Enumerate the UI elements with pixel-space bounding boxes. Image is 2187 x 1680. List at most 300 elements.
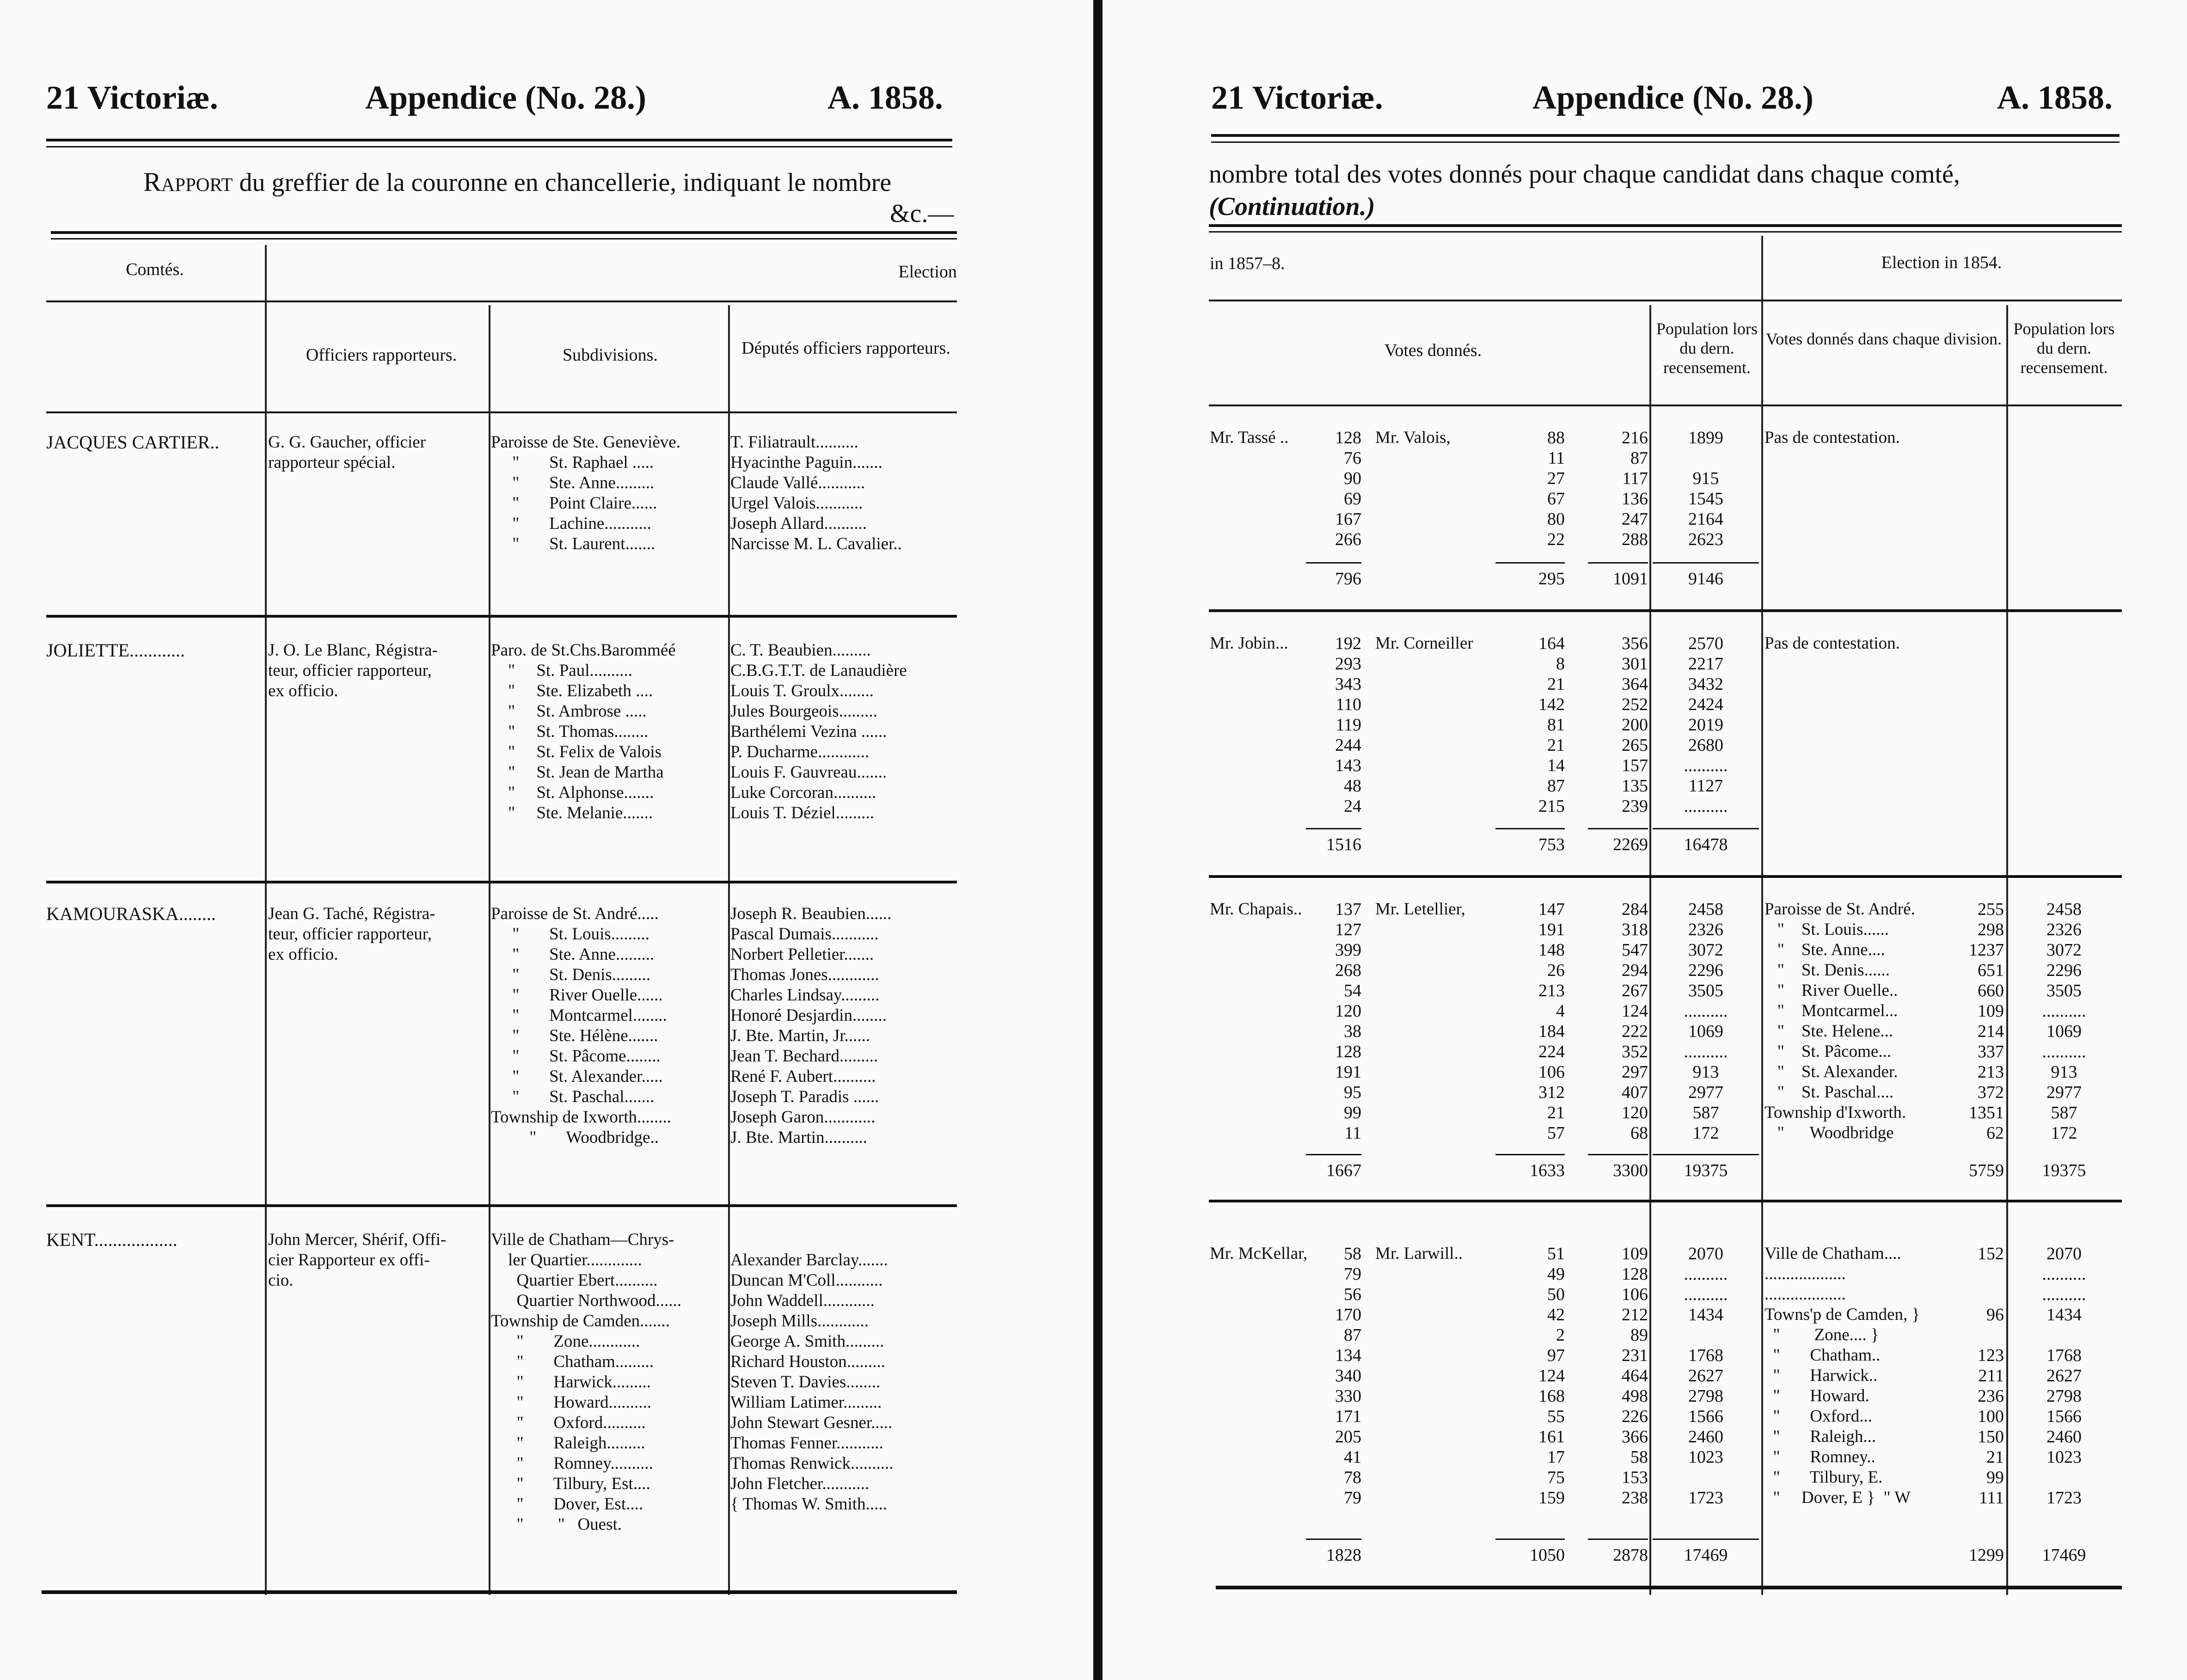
candidate-2: Mr. Letellier,	[1375, 900, 1465, 919]
population: 172	[1692, 1123, 1719, 1143]
total-votes: 288	[1622, 530, 1648, 549]
col-in: in 1857–8.	[1210, 254, 1285, 273]
division-votes: 214	[1978, 1022, 2004, 1041]
total-votes: 366	[1622, 1427, 1648, 1447]
vrule-3	[2006, 305, 2008, 1595]
division-population: 1768	[2046, 1346, 2082, 1365]
division-population: 1723	[2046, 1488, 2082, 1508]
deputy-item: Thomas Jones............	[730, 965, 879, 984]
header-mid-rule	[46, 300, 957, 302]
header-rule	[46, 139, 952, 141]
population: 2680	[1688, 736, 1723, 755]
total-votes: 364	[1622, 674, 1648, 694]
division-name: Ville de Chatham....	[1764, 1244, 1901, 1263]
total-votes: 356	[1622, 634, 1648, 653]
division-name: " Ste. Helene...	[1764, 1022, 1893, 1041]
votes-candidate-2: 4	[1556, 1001, 1565, 1021]
votes-candidate-2: 215	[1538, 797, 1565, 816]
total-votes: 284	[1622, 900, 1648, 919]
deputy-item: Thomas Renwick..........	[730, 1454, 894, 1473]
population: 1023	[1688, 1447, 1723, 1467]
total-votes: 58	[1630, 1447, 1648, 1467]
population: 3505	[1688, 981, 1723, 1000]
votes-candidate-2: 55	[1547, 1407, 1565, 1426]
deputy-item: { Thomas W. Smith.....	[730, 1495, 887, 1514]
deputy-item: Duncan M'Coll...........	[730, 1271, 883, 1290]
table-bottom-rule	[42, 1590, 957, 1594]
sum-division-population: 19375	[2042, 1161, 2086, 1180]
header-bottom-rule	[46, 411, 957, 413]
division-votes: 255	[1978, 900, 2004, 919]
deputy-item: Joseph R. Beaubien......	[730, 904, 892, 923]
division-name: Towns'p de Camden, }	[1764, 1305, 1920, 1324]
subdivision-item: " Point Claire......	[491, 494, 657, 513]
subdivision-item: " Woodbridge..	[491, 1128, 659, 1147]
total-votes: 89	[1630, 1325, 1648, 1345]
population: 915	[1692, 469, 1719, 488]
votes-candidate-2: 147	[1538, 900, 1565, 919]
population: 2070	[1688, 1244, 1723, 1263]
subdivision-item: " Ste. Hélène.......	[491, 1026, 658, 1045]
population: ..........	[1684, 1264, 1728, 1284]
votes-candidate-2: 88	[1547, 428, 1565, 448]
deputy-item: Louis F. Gauvreau.......	[730, 763, 887, 782]
col-population: Population lors du dern. recensement.	[1656, 319, 1758, 377]
population: 2296	[1688, 961, 1723, 980]
page-title-line2: &c.—	[890, 199, 954, 228]
division-population: 3505	[2046, 981, 2082, 1000]
candidate-1: Mr. Jobin...	[1210, 634, 1288, 653]
deputy-item: J. Bte. Martin..........	[730, 1128, 867, 1147]
division-name: " Romney..	[1764, 1447, 1875, 1466]
header-rule-thin	[1211, 141, 2120, 143]
votes-candidate-1: 120	[1335, 1001, 1361, 1021]
division-votes: 100	[1978, 1407, 2004, 1426]
subdivision-item: " Zone............	[491, 1332, 640, 1351]
division-population: ..........	[2042, 1285, 2086, 1304]
division-votes: 651	[1978, 961, 2004, 980]
division-population: ..........	[2042, 1042, 2086, 1061]
deputy-item: C. T. Beaubien.........	[730, 641, 871, 660]
section-rule-2	[1209, 875, 2122, 878]
division-population: 913	[2051, 1062, 2077, 1082]
total-votes: 222	[1622, 1022, 1648, 1041]
population: 2164	[1688, 509, 1723, 529]
total-votes: 498	[1622, 1386, 1648, 1406]
division-name: " Woodbridge	[1764, 1123, 1894, 1142]
total-votes: 124	[1622, 1001, 1648, 1021]
votes-candidate-1: 143	[1335, 756, 1361, 775]
votes-candidate-2: 14	[1547, 756, 1565, 775]
col-election-1854: Election in 1854.	[1881, 253, 2002, 272]
votes-candidate-1: 170	[1335, 1305, 1361, 1324]
division-population: 2296	[2046, 961, 2082, 980]
subdivision-item: " St. Laurent.......	[491, 534, 655, 553]
col-comtes: Comtés.	[126, 260, 184, 279]
subdivision-item: " River Ouelle......	[491, 986, 663, 1005]
subdivision-item: Paroisse de Ste. Geneviève.	[491, 433, 680, 452]
subdivision-item: " Lachine...........	[491, 514, 652, 533]
votes-candidate-1: 128	[1335, 1042, 1361, 1061]
subdivision-item: Ville de Chatham—Chrys-	[491, 1230, 674, 1249]
votes-candidate-1: 41	[1344, 1447, 1361, 1467]
subdivision-item: " Ste. Elizabeth ....	[491, 681, 653, 700]
votes-candidate-2: 106	[1538, 1062, 1565, 1082]
sum-votes-2: 295	[1538, 569, 1565, 589]
division-name: Township d'Ixworth.	[1764, 1103, 1906, 1122]
total-votes: 200	[1622, 715, 1648, 735]
candidate-2: Mr. Larwill..	[1375, 1244, 1463, 1263]
sum-division-votes: 5759	[1969, 1161, 2004, 1180]
subdivision-item: ler Quartier.............	[491, 1251, 642, 1269]
votes-candidate-1: 38	[1344, 1022, 1361, 1041]
division-population: 2798	[2046, 1386, 2082, 1406]
subdivision-item: " St. Denis.........	[491, 965, 651, 984]
sum-population: 19375	[1684, 1161, 1728, 1180]
deputy-item: Louis T. Déziel.........	[730, 803, 875, 822]
division-name: ...................	[1764, 1264, 1846, 1283]
subdivision-item: Quartier Ebert..........	[491, 1271, 658, 1290]
votes-candidate-2: 87	[1547, 776, 1565, 796]
total-votes: 109	[1622, 1244, 1648, 1263]
deputy-item: Barthélemi Vezina ......	[730, 722, 887, 741]
deputy-item: Norbert Pelletier.......	[730, 945, 874, 964]
population: ..........	[1684, 1285, 1728, 1304]
total-votes: 226	[1622, 1407, 1648, 1426]
deputy-item: Joseph T. Paradis ......	[730, 1087, 879, 1106]
header-left: 21 Victoriæ.	[1211, 79, 1383, 116]
votes-candidate-1: 330	[1335, 1386, 1361, 1406]
subdivision-item: " St. Paschal.......	[491, 1087, 655, 1106]
votes-candidate-1: 205	[1335, 1427, 1361, 1447]
sum-rule	[1306, 562, 1361, 564]
votes-candidate-1: 191	[1335, 1062, 1361, 1082]
deputy-item: William Latimer.........	[730, 1393, 882, 1412]
header-bottom-rule	[1209, 405, 2122, 406]
officer-name: John Mercer, Shérif, Offi- cier Rapporteur ex offi- cio.	[268, 1230, 447, 1290]
population: 1069	[1688, 1022, 1723, 1041]
votes-candidate-1: 95	[1344, 1083, 1361, 1102]
division-votes: 372	[1978, 1083, 2004, 1102]
population: 2570	[1688, 634, 1723, 653]
total-votes: 407	[1622, 1083, 1648, 1102]
votes-candidate-2: 148	[1538, 940, 1565, 960]
header-right: A. 1858.	[1997, 79, 2113, 116]
sum-rule	[1495, 562, 1565, 564]
header-center: Appendice (No. 28.)	[1532, 79, 1813, 116]
vrule-3	[728, 305, 730, 1595]
subdivision-item: " Ste. Melanie.......	[491, 803, 653, 822]
subdivision-item: Paro. de St.Chs.Baromméé	[491, 641, 676, 660]
deputy-item: Honoré Desjardin........	[730, 1006, 887, 1025]
total-votes: 153	[1622, 1468, 1648, 1487]
subdivision-item: " St. Paul..........	[491, 661, 632, 680]
votes-candidate-1: 266	[1335, 530, 1361, 549]
total-votes: 267	[1622, 981, 1648, 1000]
total-votes: 265	[1622, 736, 1648, 755]
division-votes: 62	[1986, 1123, 2004, 1143]
county-name: JOLIETTE............	[46, 640, 185, 661]
county-name: JACQUES CARTIER..	[46, 432, 220, 453]
total-votes: 252	[1622, 695, 1648, 714]
subdivision-item: " St. Raphael .....	[491, 453, 654, 472]
subdivision-item: " Harwick.........	[491, 1373, 651, 1392]
votes-candidate-1: 90	[1344, 469, 1361, 488]
page-title: nombre total des votes donnés pour chaque candidat dans chaque comté,	[1209, 160, 1960, 189]
deputy-item: Joseph Mills............	[730, 1312, 869, 1331]
section-rule-3	[1209, 1200, 2122, 1202]
population: 2623	[1688, 530, 1723, 549]
subdivision-item: " Chatham.........	[491, 1352, 654, 1371]
votes-candidate-2: 42	[1547, 1305, 1565, 1324]
officer-name: Jean G. Taché, Régistra- teur, officier rapporteur, ex officio.	[268, 904, 435, 964]
candidate-2: Mr. Valois,	[1375, 428, 1451, 447]
votes-candidate-2: 21	[1547, 1103, 1565, 1122]
population: 3072	[1688, 940, 1723, 960]
deputy-item: René F. Aubert..........	[730, 1067, 876, 1086]
total-votes: 212	[1622, 1305, 1648, 1324]
sum-votes-2: 1050	[1530, 1545, 1565, 1565]
sum-population: 17469	[1684, 1545, 1728, 1565]
subdivision-item: " Raleigh.........	[491, 1434, 645, 1453]
deputy-item: Steven T. Davies........	[730, 1373, 881, 1392]
votes-candidate-1: 54	[1344, 981, 1361, 1000]
division-population: 2627	[2046, 1366, 2082, 1386]
votes-candidate-1: 134	[1335, 1346, 1361, 1365]
division-name: " Chatham..	[1764, 1346, 1881, 1365]
subdivision-item: " " Ouest.	[491, 1515, 622, 1534]
votes-candidate-1: 56	[1344, 1285, 1361, 1304]
division-name: " St. Pâcome...	[1764, 1042, 1892, 1061]
division-name: Paroisse de St. André.	[1764, 900, 1915, 919]
votes-candidate-1: 171	[1335, 1407, 1361, 1426]
subdivision-item: " St. Louis.........	[491, 925, 649, 944]
col-votes: Votes donnés.	[1384, 341, 1482, 360]
votes-candidate-2: 21	[1547, 736, 1565, 755]
total-votes: 106	[1622, 1285, 1648, 1304]
subdivision-item: " St. Felix de Valois	[491, 742, 662, 761]
subdivision-item: " St. Alphonse.......	[491, 783, 654, 802]
total-votes: 294	[1622, 961, 1648, 980]
table-bottom-rule	[1216, 1586, 2122, 1589]
votes-candidate-1: 79	[1344, 1488, 1361, 1508]
division-name: " St. Alexander.	[1764, 1062, 1898, 1081]
votes-candidate-1: 128	[1335, 428, 1361, 448]
division-name: ...................	[1764, 1285, 1846, 1304]
votes-candidate-2: 21	[1547, 674, 1565, 694]
division-population: ..........	[2042, 1264, 2086, 1284]
sum-rule	[1653, 828, 1759, 829]
total-votes: 120	[1622, 1103, 1648, 1122]
header-mid-rule	[1209, 300, 2122, 301]
votes-candidate-1: 11	[1344, 1123, 1361, 1143]
division-votes: 1351	[1969, 1103, 2004, 1122]
deputy-item: Thomas Fenner...........	[730, 1434, 883, 1453]
county-name: KAMOURASKA........	[46, 903, 216, 924]
total-votes: 157	[1622, 756, 1648, 775]
deputy-item: Pascal Dumais...........	[730, 925, 879, 944]
votes-candidate-1: 268	[1335, 961, 1361, 980]
votes-candidate-2: 8	[1556, 654, 1565, 674]
sum-rule	[1306, 1539, 1361, 1540]
deputy-item: Alexander Barclay.......	[730, 1251, 888, 1269]
population: 2458	[1688, 900, 1723, 919]
officer-name: J. O. Le Blanc, Régistra- teur, officier rapporteur, ex officio.	[268, 641, 438, 700]
total-votes: 297	[1622, 1062, 1648, 1082]
division-name: " Tilbury, E.	[1764, 1468, 1883, 1487]
population: 2326	[1688, 920, 1723, 939]
division-name: Pas de contestation.	[1764, 634, 1900, 653]
population: 2217	[1688, 654, 1723, 674]
population: 1899	[1688, 428, 1723, 448]
sum-rule	[1306, 828, 1361, 829]
votes-candidate-2: 67	[1547, 489, 1565, 509]
officer-name: G. G. Gaucher, officier rapporteur spécial.	[268, 433, 426, 472]
population: 1545	[1688, 489, 1723, 509]
table-top-rule	[1209, 224, 2122, 227]
votes-candidate-2: 11	[1548, 448, 1565, 468]
votes-candidate-2: 159	[1538, 1488, 1565, 1508]
population: 3432	[1688, 674, 1723, 694]
population: ..........	[1684, 1042, 1728, 1061]
subdivision-item: " Tilbury, Est....	[491, 1474, 650, 1493]
subdivision-item: " St. Ambrose .....	[491, 702, 647, 721]
votes-candidate-2: 51	[1547, 1244, 1565, 1263]
votes-candidate-1: 399	[1335, 940, 1361, 960]
sum-rule	[1653, 1539, 1759, 1540]
division-votes: 236	[1978, 1386, 2004, 1406]
deputy-item: Joseph Allard..........	[730, 514, 867, 533]
division-votes: 337	[1978, 1042, 2004, 1061]
votes-candidate-2: 142	[1538, 695, 1565, 714]
division-name: " Harwick..	[1764, 1366, 1878, 1385]
total-votes: 87	[1630, 448, 1648, 468]
division-votes: 99	[1986, 1468, 2004, 1487]
division-population: 2977	[2046, 1083, 2082, 1102]
deputy-item: Claude Vallé...........	[730, 473, 865, 492]
division-population: 1566	[2046, 1407, 2082, 1426]
candidate-1: Mr. Tassé ..	[1210, 428, 1289, 447]
votes-candidate-1: 76	[1344, 448, 1361, 468]
division-population: 2070	[2046, 1244, 2082, 1263]
subdivision-item: " St. Thomas........	[491, 722, 649, 741]
votes-candidate-2: 2	[1556, 1325, 1565, 1345]
header-rule-thin	[46, 146, 952, 147]
header-center: Appendice (No. 28.)	[365, 79, 646, 116]
table-top-rule-thin	[51, 238, 957, 239]
votes-candidate-2: 224	[1538, 1042, 1565, 1061]
deputy-item: Jules Bourgeois.........	[730, 702, 877, 721]
total-votes: 352	[1622, 1042, 1648, 1061]
total-votes: 238	[1622, 1488, 1648, 1508]
population: ..........	[1684, 1001, 1728, 1021]
votes-candidate-1: 119	[1335, 715, 1361, 735]
sum-votes-1: 1828	[1326, 1545, 1361, 1565]
division-votes: 109	[1978, 1001, 2004, 1021]
population: ..........	[1684, 756, 1728, 775]
deputy-item: George A. Smith.........	[730, 1332, 884, 1351]
division-name: Pas de contestation.	[1764, 428, 1900, 447]
candidate-1: Mr. McKellar,	[1210, 1244, 1308, 1263]
votes-candidate-1: 343	[1335, 674, 1361, 694]
sum-population: 16478	[1684, 835, 1728, 854]
subdivision-item: " St. Pâcome........	[491, 1047, 661, 1066]
col-votes-division: Votes donnés dans chaque division.	[1765, 330, 2002, 348]
page-title: Rapport du greffier de la couronne en chancellerie, indiquant le nombre	[143, 167, 892, 197]
total-votes: 318	[1622, 920, 1648, 939]
deputy-item: T. Filiatrault..........	[730, 433, 858, 452]
division-votes: 1237	[1969, 940, 2004, 960]
votes-candidate-2: 124	[1538, 1366, 1565, 1386]
division-population: 587	[2051, 1103, 2077, 1122]
division-name: " Raleigh...	[1764, 1427, 1876, 1446]
votes-candidate-2: 213	[1538, 981, 1565, 1000]
votes-candidate-1: 293	[1335, 654, 1361, 674]
division-name: " St. Paschal....	[1764, 1083, 1894, 1102]
votes-candidate-2: 161	[1538, 1427, 1565, 1447]
book-spine	[1093, 0, 1103, 1680]
sum-rule	[1588, 1539, 1648, 1540]
sum-rule	[1495, 1539, 1565, 1540]
subdivision-item: " Dover, Est....	[491, 1495, 643, 1514]
subdivision-item: Township de Ixworth........	[491, 1108, 671, 1127]
sum-total: 3300	[1613, 1161, 1648, 1180]
votes-candidate-2: 17	[1547, 1447, 1565, 1467]
section-rule-3	[46, 1204, 957, 1207]
votes-candidate-2: 97	[1547, 1346, 1565, 1365]
division-votes: 213	[1978, 1062, 2004, 1082]
deputy-item: Jean T. Bechard.........	[730, 1047, 878, 1066]
header-right: A. 1858.	[827, 79, 943, 116]
sum-division-votes: 1299	[1969, 1545, 2004, 1565]
votes-candidate-2: 27	[1547, 469, 1565, 488]
deputy-item: John Fletcher...........	[730, 1474, 870, 1493]
section-rule-2	[46, 881, 957, 883]
table-top-rule-thin	[1209, 231, 2122, 233]
vrule-2	[1761, 236, 1763, 1595]
division-name: " Dover, E } " W	[1764, 1488, 1911, 1507]
division-population: 172	[2051, 1123, 2077, 1143]
votes-candidate-1: 69	[1344, 489, 1361, 509]
subdivision-item: " St. Alexander.....	[491, 1067, 663, 1086]
sum-rule	[1653, 1154, 1759, 1155]
total-votes: 239	[1622, 797, 1648, 816]
division-votes: 150	[1978, 1427, 2004, 1447]
sum-rule	[1653, 562, 1759, 564]
deputy-item: Luke Corcoran..........	[730, 783, 876, 802]
division-name: " Howard.	[1764, 1386, 1869, 1405]
vrule-1	[1649, 305, 1651, 1595]
subdivision-item: " Ste. Anne.........	[491, 473, 655, 492]
population: 1566	[1688, 1407, 1723, 1426]
votes-candidate-1: 87	[1344, 1325, 1361, 1345]
total-votes: 231	[1622, 1346, 1648, 1365]
votes-candidate-2: 26	[1547, 961, 1565, 980]
sum-rule	[1306, 1154, 1361, 1155]
division-population: 2460	[2046, 1427, 2082, 1447]
votes-candidate-1: 340	[1335, 1366, 1361, 1386]
division-votes: 21	[1986, 1447, 2004, 1467]
subdivision-item: " Montcarmel........	[491, 1006, 667, 1025]
deputy-item: C.B.G.T.T. de Lanaudière	[730, 661, 907, 680]
votes-candidate-2: 49	[1547, 1264, 1565, 1284]
total-votes: 128	[1622, 1264, 1648, 1284]
votes-candidate-1: 244	[1335, 736, 1361, 755]
header-left: 21 Victoriæ.	[46, 79, 218, 116]
page-title-line2: (Continuation.)	[1209, 192, 1375, 221]
sum-votes-1: 1516	[1326, 835, 1361, 854]
deputy-item: John Waddell............	[730, 1291, 875, 1310]
